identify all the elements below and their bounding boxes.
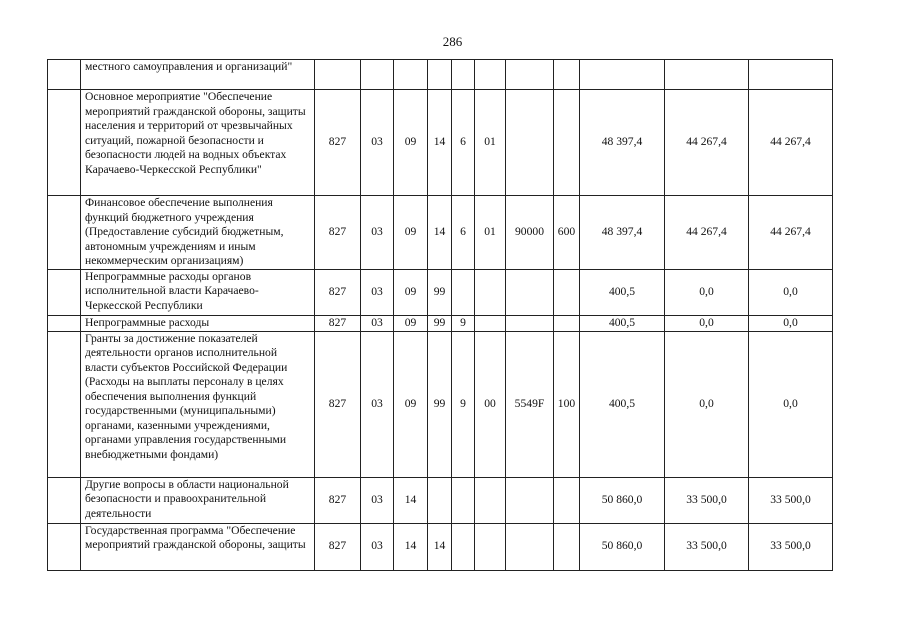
section-cell: 03 [361, 315, 394, 331]
page-number: 286 [442, 34, 463, 49]
subsection-cell: 09 [394, 90, 428, 196]
sum-year-1-cell: 400,5 [580, 315, 665, 331]
event-cell [475, 60, 506, 90]
expense-name-cell: Финансовое обеспечение выполнения функций бюджетного учреждения (Предоставление субсидий бюджетным, автономным учреждениям и иным некоммерческим организациям) [81, 196, 315, 270]
subprogram-cell [452, 60, 475, 90]
code-cell: 827 [315, 523, 361, 570]
program-cell [428, 60, 452, 90]
program-cell: 99 [428, 331, 452, 477]
blank-cell [48, 269, 81, 315]
program-cell: 14 [428, 523, 452, 570]
direction-cell [506, 269, 554, 315]
sum-year-2-cell: 33 500,0 [665, 523, 749, 570]
blank-cell [48, 60, 81, 90]
table-row [48, 315, 833, 331]
table-row [48, 477, 833, 523]
code-cell: 827 [315, 90, 361, 196]
expense-name-cell: Основное мероприятие "Обеспечение мероприятий гражданской обороны, защиты населения и территорий от чрезвычайных ситуаций, пожарной безопасности и безопасности людей на водных объектах Карачаево-Черкесской Республики" [81, 90, 315, 196]
expense-type-cell [554, 60, 580, 90]
sum-year-3-cell [749, 60, 833, 90]
sum-year-3-cell: 33 500,0 [749, 477, 833, 523]
sum-year-1-cell: 400,5 [580, 269, 665, 315]
table-row [48, 90, 833, 196]
sum-year-3-cell: 0,0 [749, 269, 833, 315]
sum-year-3-cell: 33 500,0 [749, 523, 833, 570]
code-cell: 827 [315, 331, 361, 477]
sum-year-1-cell [580, 60, 665, 90]
expense-name-cell: Другие вопросы в области национальной безопасности и правоохранительной деятельности [81, 477, 315, 523]
table-row [48, 269, 833, 315]
sum-year-2-cell: 0,0 [665, 315, 749, 331]
table-row [48, 196, 833, 270]
program-cell: 99 [428, 269, 452, 315]
sum-year-2-cell: 0,0 [665, 331, 749, 477]
table-row [48, 331, 833, 477]
subsection-cell [394, 60, 428, 90]
subprogram-cell: 9 [452, 331, 475, 477]
expense-name-cell: Гранты за достижение показателей деятельности органов исполнительной власти субъектов Российской Федерации (Расходы на выплаты персоналу в целях обеспечения выполнения функций государственными (муниципальными) органами, казенными учреждениями, органами управления государственными внебюджетными фондами) [81, 331, 315, 477]
program-cell [428, 477, 452, 523]
subprogram-cell: 9 [452, 315, 475, 331]
section-cell: 03 [361, 90, 394, 196]
code-cell [315, 60, 361, 90]
direction-cell [506, 477, 554, 523]
sum-year-1-cell: 50 860,0 [580, 477, 665, 523]
sum-year-2-cell: 44 267,4 [665, 196, 749, 270]
expense-type-cell [554, 269, 580, 315]
table-row [48, 60, 833, 90]
sum-year-3-cell: 44 267,4 [749, 196, 833, 270]
expense-type-cell: 100 [554, 331, 580, 477]
section-cell [361, 60, 394, 90]
direction-cell: 90000 [506, 196, 554, 270]
sum-year-2-cell: 33 500,0 [665, 477, 749, 523]
event-cell [475, 269, 506, 315]
event-cell: 01 [475, 196, 506, 270]
code-cell: 827 [315, 315, 361, 331]
sum-year-2-cell: 0,0 [665, 269, 749, 315]
budget-table [47, 59, 833, 571]
subprogram-cell: 6 [452, 90, 475, 196]
direction-cell [506, 60, 554, 90]
expense-type-cell [554, 477, 580, 523]
event-cell: 00 [475, 331, 506, 477]
sum-year-2-cell: 44 267,4 [665, 90, 749, 196]
program-cell: 99 [428, 315, 452, 331]
sum-year-3-cell: 0,0 [749, 315, 833, 331]
subprogram-cell [452, 477, 475, 523]
subsection-cell: 14 [394, 477, 428, 523]
program-cell: 14 [428, 90, 452, 196]
blank-cell [48, 523, 81, 570]
expense-type-cell [554, 90, 580, 196]
expense-name-cell: Непрограммные расходы органов исполнительной власти Карачаево-Черкесской Республики [81, 269, 315, 315]
blank-cell [48, 331, 81, 477]
code-cell: 827 [315, 269, 361, 315]
sum-year-1-cell: 400,5 [580, 331, 665, 477]
direction-cell [506, 315, 554, 331]
event-cell [475, 523, 506, 570]
subsection-cell: 14 [394, 523, 428, 570]
expense-name-cell: местного самоуправления и организаций" [81, 60, 315, 90]
subsection-cell: 09 [394, 196, 428, 270]
blank-cell [48, 196, 81, 270]
expense-name-cell: Государственная программа "Обеспечение мероприятий гражданской обороны, защиты [81, 523, 315, 570]
expense-name-cell: Непрограммные расходы [81, 315, 315, 331]
blank-cell [48, 90, 81, 196]
section-cell: 03 [361, 269, 394, 315]
sum-year-1-cell: 50 860,0 [580, 523, 665, 570]
event-cell [475, 477, 506, 523]
sum-year-3-cell: 0,0 [749, 331, 833, 477]
program-cell: 14 [428, 196, 452, 270]
direction-cell [506, 90, 554, 196]
direction-cell [506, 523, 554, 570]
sum-year-1-cell: 48 397,4 [580, 90, 665, 196]
subsection-cell: 09 [394, 331, 428, 477]
table-row [48, 523, 833, 570]
subsection-cell: 09 [394, 269, 428, 315]
sum-year-2-cell [665, 60, 749, 90]
section-cell: 03 [361, 196, 394, 270]
sum-year-3-cell: 44 267,4 [749, 90, 833, 196]
section-cell: 03 [361, 523, 394, 570]
subsection-cell: 09 [394, 315, 428, 331]
event-cell [475, 315, 506, 331]
expense-type-cell [554, 315, 580, 331]
blank-cell [48, 477, 81, 523]
blank-cell [48, 315, 81, 331]
subprogram-cell [452, 523, 475, 570]
event-cell: 01 [475, 90, 506, 196]
code-cell: 827 [315, 196, 361, 270]
section-cell: 03 [361, 331, 394, 477]
expense-type-cell [554, 523, 580, 570]
code-cell: 827 [315, 477, 361, 523]
section-cell: 03 [361, 477, 394, 523]
subprogram-cell: 6 [452, 196, 475, 270]
expense-type-cell: 600 [554, 196, 580, 270]
subprogram-cell [452, 269, 475, 315]
direction-cell: 5549F [506, 331, 554, 477]
sum-year-1-cell: 48 397,4 [580, 196, 665, 270]
